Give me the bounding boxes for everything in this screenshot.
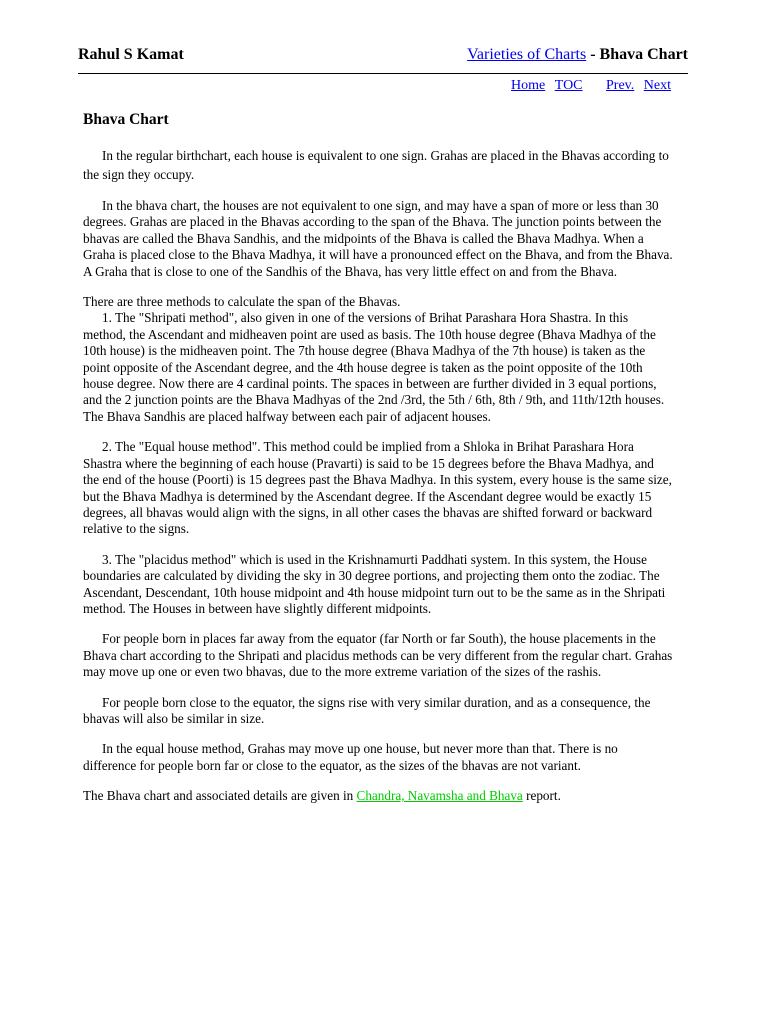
prev-link[interactable]: Prev. <box>606 78 635 93</box>
report-text-before: The Bhava chart and associated details are given in <box>83 788 357 804</box>
header <box>78 46 688 70</box>
paragraph-placidus-method: 3. The "placidus method" which is used in the Krishnamurti Paddhati system. In this system, the House boundaries are calculated by dividing the sky in 30 degree portions, and projecting them onto the zodiac. The Ascendant, Descendant, 10th house midpoint and 4th house midpoint turn out to be the same as in the Shripati method. The Houses in between have slightly different midpoints. <box>83 551 666 616</box>
page-name: Bhava Chart <box>599 46 688 63</box>
paragraph-intro: In the regular birthchart, each house is equivalent to one sign. Grahas are placed in the Bhavas according to the sign they occupy. <box>83 148 669 182</box>
paragraph-far-from-equator: For people born in places far away from the equator (far North or far South), the house placements in the Bhava chart according to the Shripati and placidus methods can be very different from the regular chart. Grahas may move up one or even two bhavas, due to the more extreme variation of the sizes of the rashis. <box>83 631 673 680</box>
report-text-after: report. <box>522 788 561 804</box>
paragraph-shripati-method: 1. The "Shripati method", also given in one of the versions of Brihat Parashara Hora Shastra. In this method, the Ascendant and midheaven point are used as basis. The 10th house degree (Bhava Madhya of the 10th house) is the midheaven point. The 7th house degree (Bhava Madhya of the 7th house) is taken as the point opposite of the Ascendant degree, and the 4th house degree is taken as the point opposite of the 10th house degree. Now there are 4 cardinal points. The spaces in between are further divided in 3 equal portions, and the 2 junction points are the Bhava Madhyas of the 2nd /3rd, the 5th / 6th, 8th / 9th, and 11th/12th houses. The Bhava Sandhis are placed halfway between each pair of adjacent houses. <box>83 310 665 424</box>
paragraph-equal-house-note: In the equal house method, Grahas may move up one house, but never more than that. There is no difference for people born far or close to the equator, as the sizes of the bhavas are not variant. <box>83 741 618 773</box>
toc-link[interactable]: TOC <box>554 78 583 93</box>
author-name: Rahul S Kamat <box>78 46 184 63</box>
report-link[interactable]: Chandra, Navamsha and Bhava <box>356 788 523 804</box>
paragraph-bhava-chart: In the bhava chart, the houses are not equivalent to one sign, and may have a span of more or less than 30 degrees. Grahas are placed in the Bhavas according to the span of the Bhava. The junction points between the bhavas are called the Bhava Sandhis, and the midpoints of the Bhava is called the Bhava Madhya. When a Graha is placed close to the Bhava Madhya, it will have a pronounced effect on the Bhava, and from the Bhava. A Graha that is close to one of the Sandhis of the Bhava, has very little effect on and from the Bhava. <box>83 198 673 279</box>
paragraph-report-reference <box>83 788 673 804</box>
header-divider <box>78 73 688 74</box>
paragraph-close-to-equator: For people born close to the equator, the signs rise with very similar duration, and as a consequence, the bhavas will also be similar in size. <box>83 694 651 726</box>
section-link[interactable]: Varieties of Charts <box>467 46 587 63</box>
breadcrumb <box>467 46 688 64</box>
page-navigation <box>505 78 671 94</box>
page-title: Bhava Chart <box>83 111 169 128</box>
breadcrumb-separator: - <box>586 46 600 63</box>
article-content <box>83 110 673 819</box>
paragraph-methods-intro: There are three methods to calculate the span of the Bhavas. <box>83 294 401 310</box>
home-link[interactable]: Home <box>511 78 546 93</box>
paragraph-equal-house-method: 2. The "Equal house method". This method could be implied from a Shloka in Brihat Parashara Hora Shastra where the beginning of each house (Pravarti) is said to be 15 degrees before the Bhava Madhya, and the end of the house (Poorti) is 15 degrees past the Bhava Madhya. In this system, every house is the same size, but the Bhava Madhya is determined by the Ascendant degree. If the Ascendant degree would be exactly 15 degrees, all bhavas would align with the signs, in all other cases the bhavas are shifted forward or backward relative to the signs. <box>83 439 672 537</box>
next-link[interactable]: Next <box>643 78 671 93</box>
